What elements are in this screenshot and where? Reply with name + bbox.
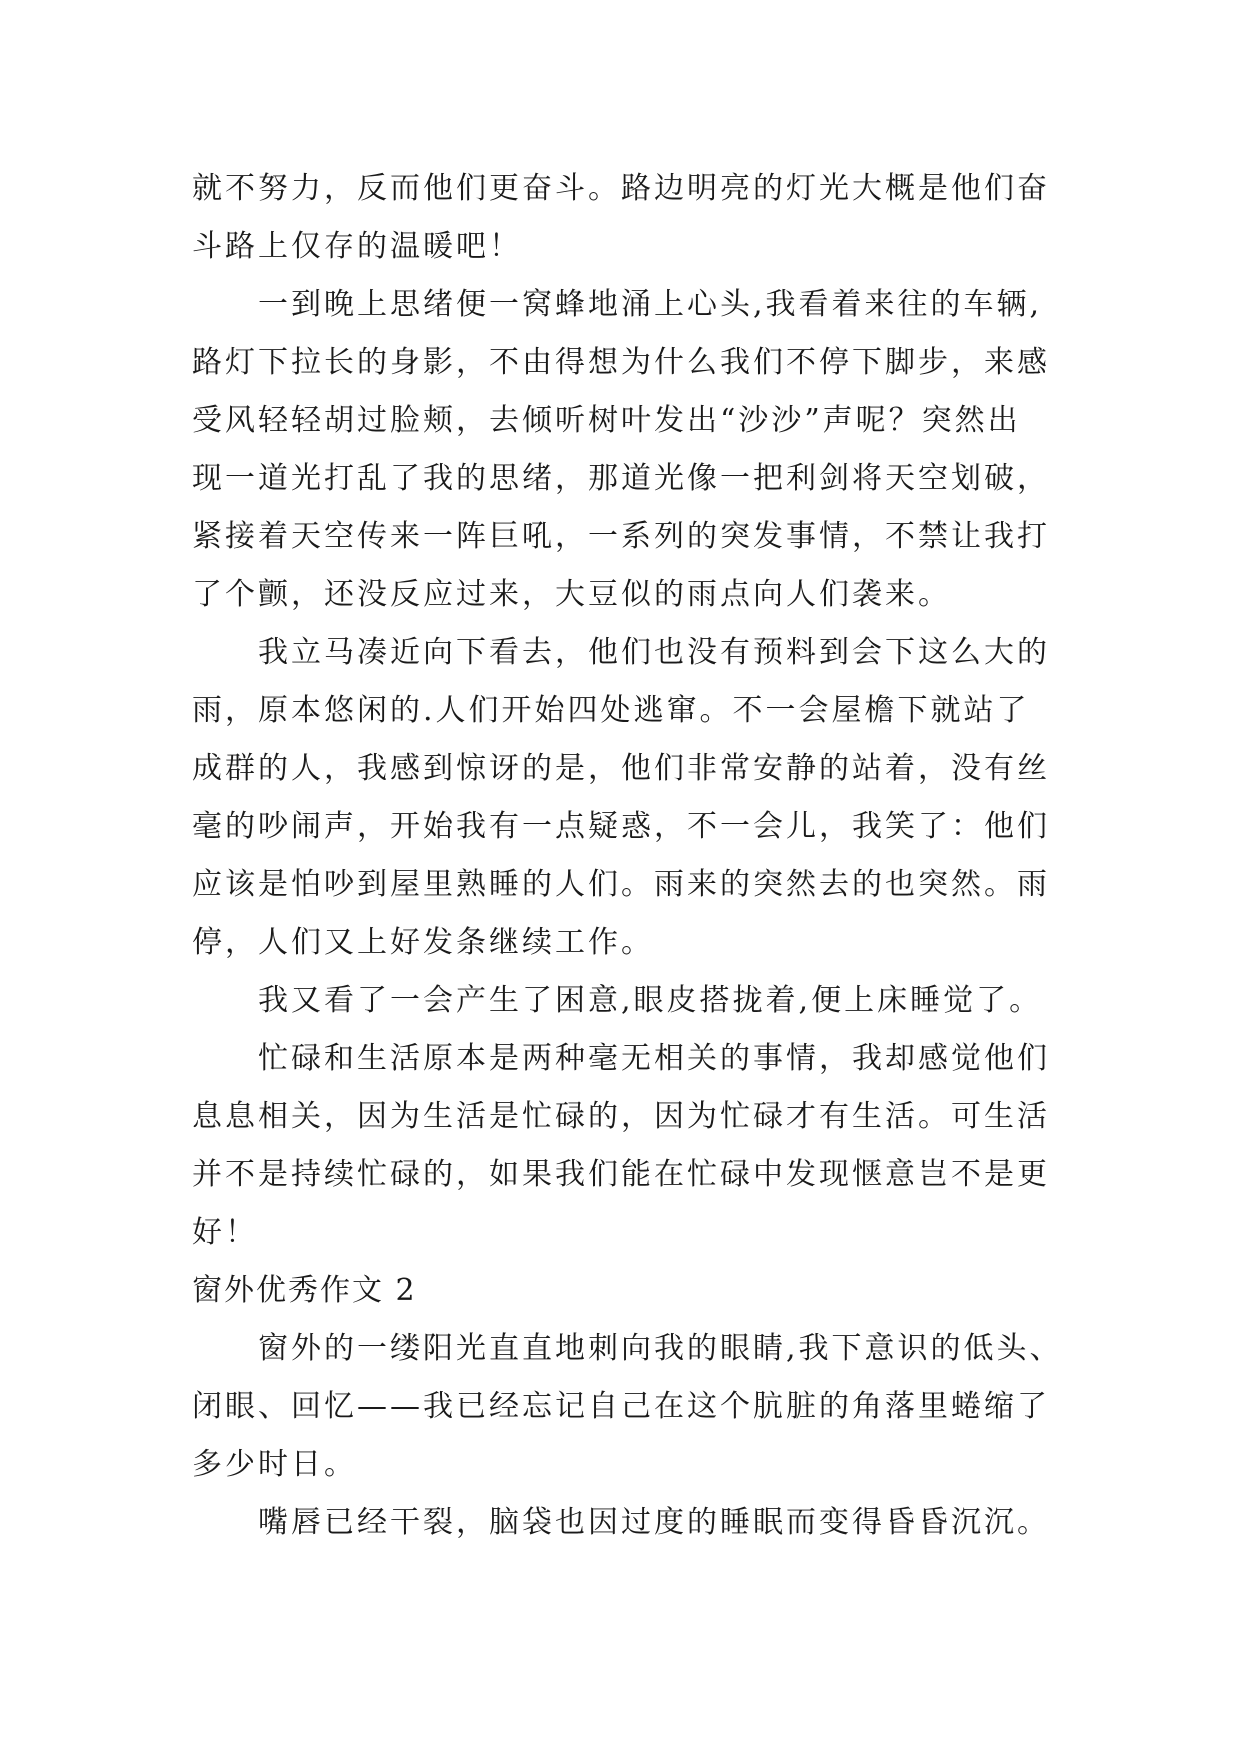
essay-body bbox=[192, 160, 1092, 1552]
paragraph-line: 受风轻轻胡过脸颊，去倾听树叶发出“沙沙”声呢？突然出 bbox=[192, 403, 1021, 438]
paragraph-line: 息息相关，因为生活是忙碌的，因为忙碌才有生活。可生活 bbox=[192, 1099, 1050, 1134]
paragraph-line: 并不是持续忙碌的，如果我们能在忙碌中发现惬意岂不是更 bbox=[192, 1157, 1050, 1192]
paragraph-line: 一到晚上思绪便一窝蜂地涌上心头,我看着来往的车辆, bbox=[258, 287, 1043, 322]
paragraph-line: 应该是怕吵到屋里熟睡的人们。雨来的突然去的也突然。雨 bbox=[192, 867, 1050, 902]
paragraph-line: 我又看了一会产生了困意,眼皮搭拢着,便上床睡觉了。 bbox=[258, 983, 1043, 1018]
paragraph-line: 窗外的一缕阳光直直地刺向我的眼睛,我下意识的低头、 bbox=[258, 1331, 1063, 1366]
paragraph-line: 毫的吵闹声，开始我有一点疑惑，不一会儿，我笑了：他们 bbox=[192, 809, 1050, 844]
paragraph-line: 闭眼、回忆——我已经忘记自己在这个肮脏的角落里蜷缩了 bbox=[192, 1389, 1050, 1424]
paragraph-line: 停，人们又上好发条继续工作。 bbox=[192, 925, 654, 960]
essay-heading: 窗外优秀作文 2 bbox=[192, 1273, 417, 1308]
paragraph-line: 雨，原本悠闲的.人们开始四处逃窜。不一会屋檐下就站了 bbox=[192, 693, 1030, 728]
paragraph-line: 斗路上仅存的温暖吧！ bbox=[192, 229, 522, 264]
paragraph-line: 就不努力，反而他们更奋斗。路边明亮的灯光大概是他们奋 bbox=[192, 171, 1050, 206]
paragraph-line: 成群的人，我感到惊讶的是，他们非常安静的站着，没有丝 bbox=[192, 751, 1050, 786]
paragraph-line: 嘴唇已经干裂，脑袋也因过度的睡眠而变得昏昏沉沉。 bbox=[258, 1505, 1050, 1540]
paragraph-line: 路灯下拉长的身影，不由得想为什么我们不停下脚步，来感 bbox=[192, 345, 1050, 380]
paragraph-line: 我立马凑近向下看去，他们也没有预料到会下这么大的 bbox=[258, 635, 1050, 670]
paragraph-line: 忙碌和生活原本是两种毫无相关的事情，我却感觉他们 bbox=[258, 1041, 1050, 1076]
paragraph-line: 好！ bbox=[192, 1215, 258, 1250]
paragraph-line: 了个颤，还没反应过来，大豆似的雨点向人们袭来。 bbox=[192, 577, 951, 612]
paragraph-line: 现一道光打乱了我的思绪，那道光像一把利剑将天空划破， bbox=[192, 461, 1050, 496]
paragraph-line: 多少时日。 bbox=[192, 1447, 357, 1482]
paragraph-line: 紧接着天空传来一阵巨吼，一系列的突发事情，不禁让我打 bbox=[192, 519, 1050, 554]
